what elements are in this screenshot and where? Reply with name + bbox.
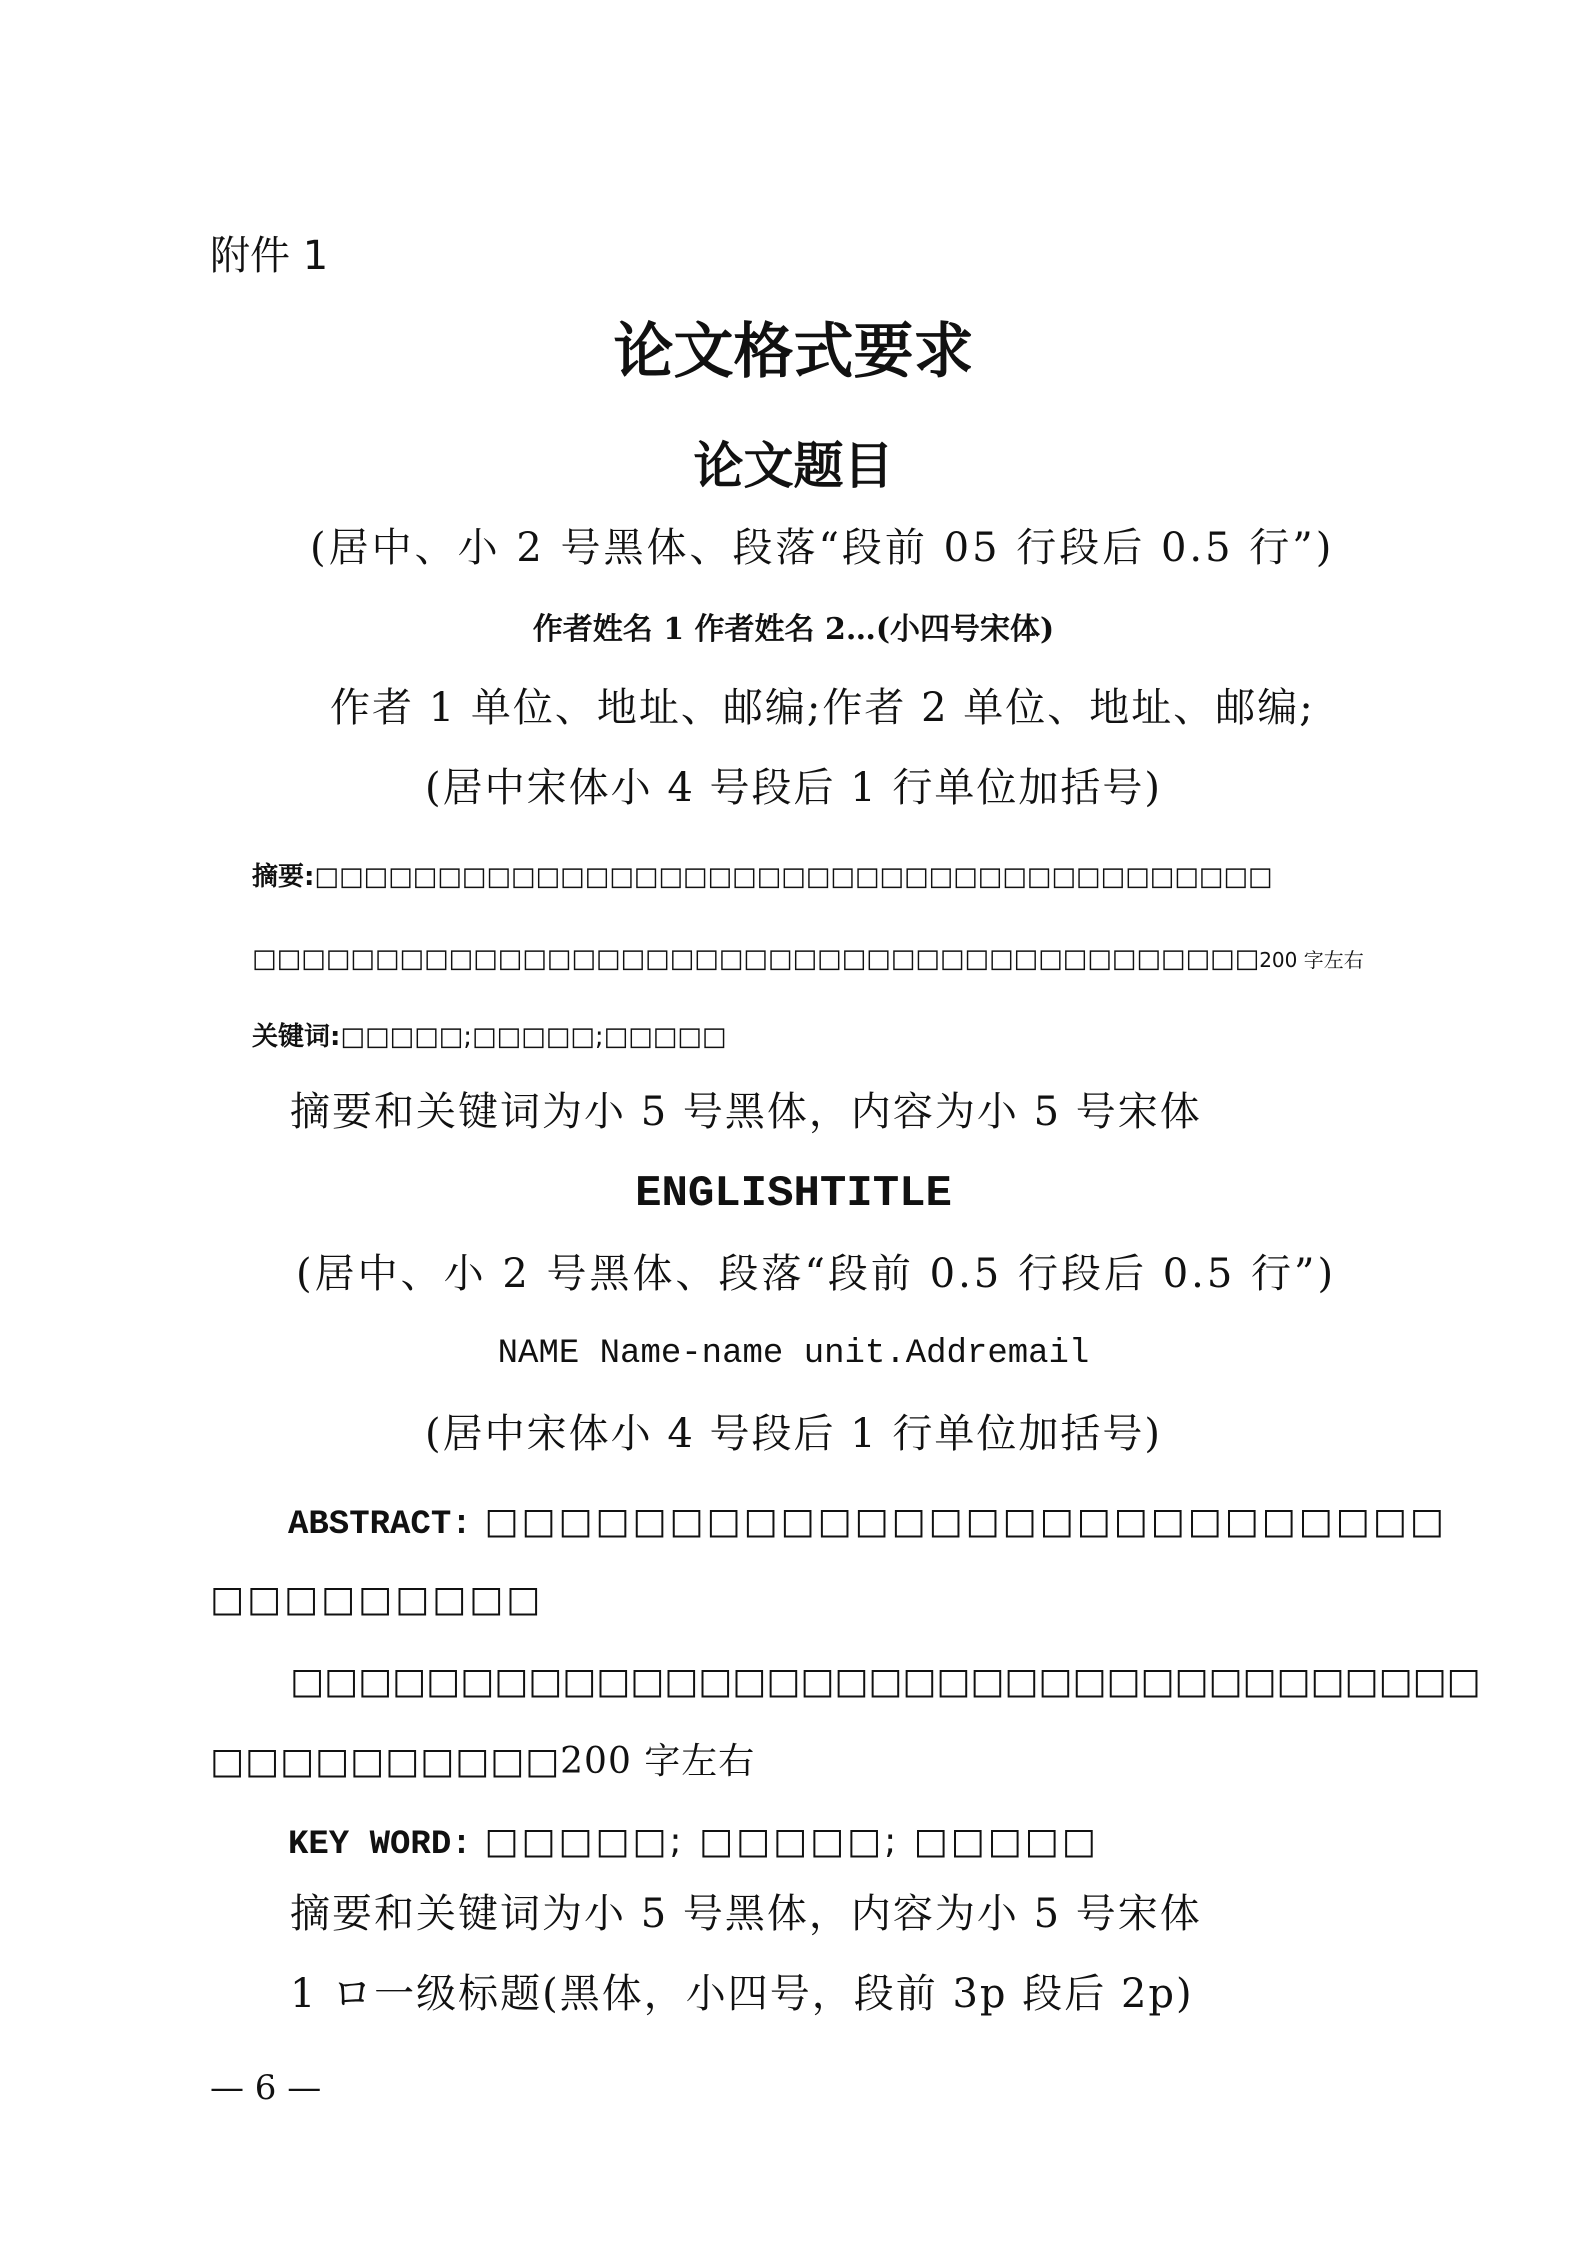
english-title-format-note: (居中、小 2 号黑体、段落“段前 0.5 行段后 0.5 行”) xyxy=(296,1251,1337,1297)
keywords-placeholder: □□□□□;□□□□□;□□□□□ xyxy=(340,1022,727,1052)
author-affiliations: 作者 1 单位、地址、邮编;作者 2 单位、地址、邮编; xyxy=(330,685,1315,731)
english-name-line: NAME Name-name unit.Addremail xyxy=(497,1335,1090,1373)
en-keyword-placeholder: □□□□□; □□□□□; □□□□□ xyxy=(484,1821,1099,1862)
attachment-label: 附件 1 xyxy=(210,233,329,279)
english-title: ENGLISHTITLE xyxy=(635,1169,952,1219)
main-title: 论文格式要求 xyxy=(613,317,974,387)
en-keyword-label: KEY WORD: xyxy=(288,1826,472,1864)
abstract-line-2 xyxy=(252,944,1364,975)
en-abstract-placeholder-1: □□□□□□□□□□□□□□□□□□□□□□□□□□ xyxy=(484,1501,1447,1542)
en-abstract-placeholder-3: □□□□□□□□□□□□□□□□□□□□□□□□□□□□□□□□□□□ xyxy=(290,1661,1481,1702)
keywords-label: 关键词: xyxy=(252,1022,341,1052)
abstract-placeholder-1: □□□□□□□□□□□□□□□□□□□□□□□□□□□□□□□□□□□□□□□ xyxy=(314,862,1273,892)
abstract-placeholder-2: □□□□□□□□□□□□□□□□□□□□□□□□□□□□□□□□□□□□□□□□□ xyxy=(252,944,1260,974)
abstract-label: 摘要: xyxy=(252,862,315,892)
en-abstract-line-4 xyxy=(210,1740,755,1783)
en-keyword-line xyxy=(288,1816,1099,1866)
affiliation-format-note: (居中宋体小 4 号段后 1 行单位加括号) xyxy=(425,765,1162,811)
keywords-line xyxy=(252,1022,726,1053)
en-abstract-label: ABSTRACT: xyxy=(288,1506,472,1544)
page-number: — 6 — xyxy=(210,2068,322,2108)
title-format-note: (居中、小 2 号黑体、段落“段前 05 行段后 0.5 行”) xyxy=(310,525,1335,571)
en-abstract-placeholder-2: □□□□□□□□□ xyxy=(210,1579,544,1620)
abstract-keyword-format-note: 摘要和关键词为小 5 号黑体，内容为小 5 号宋体 xyxy=(290,1089,1202,1135)
english-affiliation-format-note: (居中宋体小 4 号段后 1 行单位加括号) xyxy=(425,1411,1162,1457)
abstract-length-note: 200 字左右 xyxy=(1259,948,1364,972)
author-names: 作者姓名 1 作者姓名 2…(小四号宋体) xyxy=(532,612,1055,647)
heading1-format-note: 1 ロ一级标题(黑体，小四号，段前 3p 段后 2p) xyxy=(290,1971,1194,2017)
paper-title: 论文题目 xyxy=(693,436,894,495)
en-abstract-length-note: 200 字左右 xyxy=(560,1741,756,1782)
abstract-line-1 xyxy=(252,862,1272,893)
en-abstract-keyword-format-note: 摘要和关键词为小 5 号黑体，内容为小 5 号宋体 xyxy=(290,1891,1202,1937)
en-abstract-placeholder-4: □□□□□□□□□□ xyxy=(210,1741,561,1782)
en-abstract-line-1 xyxy=(288,1496,1447,1546)
